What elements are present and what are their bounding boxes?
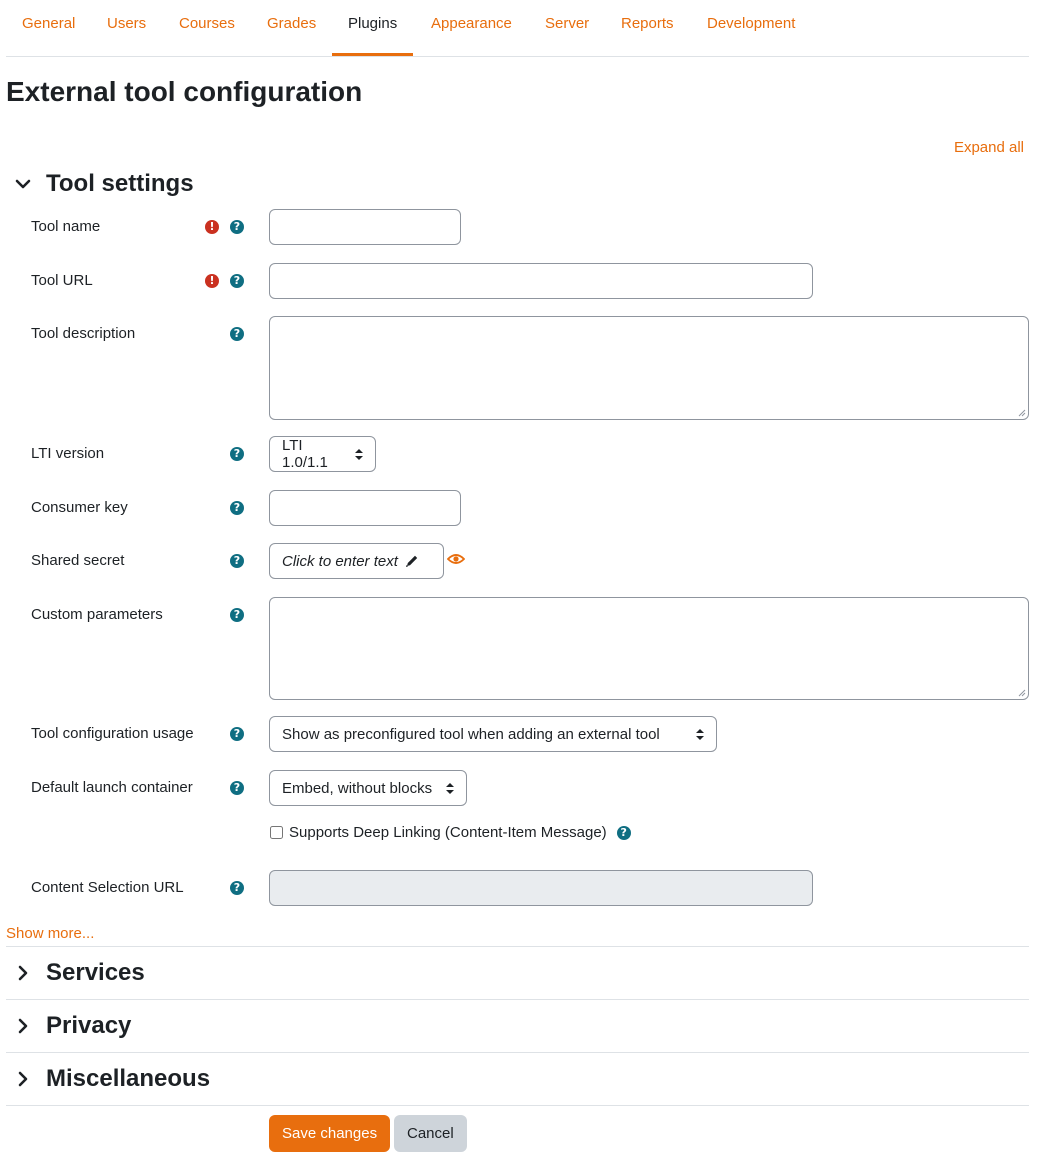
- help-icon[interactable]: ?: [230, 220, 244, 234]
- tool-description-textarea[interactable]: [269, 316, 1029, 420]
- tab-reports[interactable]: Reports: [621, 15, 674, 32]
- help-icon[interactable]: ?: [230, 608, 244, 622]
- shared-secret-field[interactable]: [269, 543, 444, 579]
- lti-version-select[interactable]: [269, 436, 376, 472]
- help-icon[interactable]: ?: [230, 881, 244, 895]
- help-icon[interactable]: ?: [230, 554, 244, 568]
- tool-config-usage-label: Tool configuration usage: [31, 725, 194, 742]
- tab-users[interactable]: Users: [107, 15, 147, 32]
- page-title: External tool configuration: [6, 76, 363, 107]
- default-launch-container-label: Default launch container: [31, 779, 193, 796]
- tab-general[interactable]: General: [22, 15, 76, 32]
- select-arrows-icon: [446, 783, 454, 794]
- tool-url-input[interactable]: [269, 263, 813, 299]
- divider: [6, 946, 1029, 947]
- tab-grades[interactable]: Grades: [267, 15, 317, 32]
- tool-config-usage-select[interactable]: [269, 716, 717, 752]
- select-arrows-icon: [355, 449, 363, 460]
- tool-name-label: Tool name: [31, 218, 101, 235]
- content-selection-url-label: Content Selection URL: [31, 879, 184, 896]
- content-selection-url-input: [269, 870, 813, 906]
- consumer-key-input[interactable]: [269, 490, 461, 526]
- help-icon[interactable]: ?: [617, 826, 631, 840]
- deep-linking-label[interactable]: Supports Deep Linking (Content-Item Message): [289, 824, 607, 841]
- resize-grip-icon[interactable]: [1016, 687, 1026, 697]
- default-launch-container-select[interactable]: [269, 770, 467, 806]
- tab-plugins[interactable]: Plugins: [332, 0, 413, 56]
- tool-name-input[interactable]: [269, 209, 461, 245]
- deep-linking-checkbox[interactable]: [270, 826, 283, 839]
- divider: [6, 1105, 1029, 1106]
- chevron-right-icon: [6, 965, 40, 981]
- help-icon[interactable]: ?: [230, 727, 244, 741]
- custom-parameters-textarea[interactable]: [269, 597, 1029, 700]
- chevron-right-icon: [6, 1071, 40, 1087]
- help-icon[interactable]: ?: [230, 447, 244, 461]
- shared-secret-label: Shared secret: [31, 552, 125, 569]
- section-services-toggle[interactable]: [6, 955, 145, 991]
- expand-all-link[interactable]: Expand all: [953, 139, 1024, 156]
- section-miscellaneous-toggle[interactable]: [6, 1061, 210, 1097]
- section-title: Services: [46, 959, 145, 986]
- section-title: Privacy: [46, 1012, 132, 1039]
- section-title: Miscellaneous: [46, 1065, 211, 1092]
- divider: [6, 999, 1029, 1000]
- tool-description-label: Tool description: [31, 325, 136, 342]
- lti-version-label: LTI version: [31, 445, 105, 462]
- section-tool-settings-toggle[interactable]: [6, 166, 194, 202]
- section-title: Tool settings: [46, 170, 194, 197]
- help-icon[interactable]: ?: [230, 327, 244, 341]
- help-icon[interactable]: ?: [230, 274, 244, 288]
- select-value: LTI 1.0/1.1: [282, 437, 328, 471]
- tab-courses[interactable]: Courses: [179, 15, 235, 32]
- cancel-button[interactable]: Cancel: [394, 1115, 467, 1152]
- help-icon[interactable]: ?: [230, 501, 244, 515]
- tab-development[interactable]: Development: [707, 15, 796, 32]
- pencil-icon: [405, 554, 419, 568]
- custom-parameters-label: Custom parameters: [31, 606, 163, 623]
- chevron-down-icon: [6, 178, 40, 190]
- required-icon: !: [205, 274, 219, 288]
- select-value: Embed, without blocks: [282, 779, 433, 797]
- consumer-key-label: Consumer key: [31, 499, 128, 516]
- tab-server[interactable]: Server: [545, 15, 590, 32]
- divider: [6, 1052, 1029, 1053]
- show-more-link[interactable]: Show more...: [6, 925, 95, 942]
- shared-secret-placeholder: Click to enter text: [282, 552, 398, 570]
- select-arrows-icon: [696, 729, 704, 740]
- select-value: Show as preconfigured tool when adding an external tool: [282, 725, 660, 743]
- help-icon[interactable]: ?: [230, 781, 244, 795]
- tab-appearance[interactable]: Appearance: [431, 15, 512, 32]
- required-icon: !: [205, 220, 219, 234]
- deep-linking-row: [269, 824, 631, 841]
- save-changes-button[interactable]: Save changes: [269, 1115, 390, 1152]
- section-privacy-toggle[interactable]: [6, 1008, 131, 1044]
- eye-icon[interactable]: [447, 552, 465, 570]
- chevron-right-icon: [6, 1018, 40, 1034]
- resize-grip-icon[interactable]: [1016, 407, 1026, 417]
- admin-tabs: [6, 0, 1029, 57]
- tool-url-label: Tool URL: [31, 272, 93, 289]
